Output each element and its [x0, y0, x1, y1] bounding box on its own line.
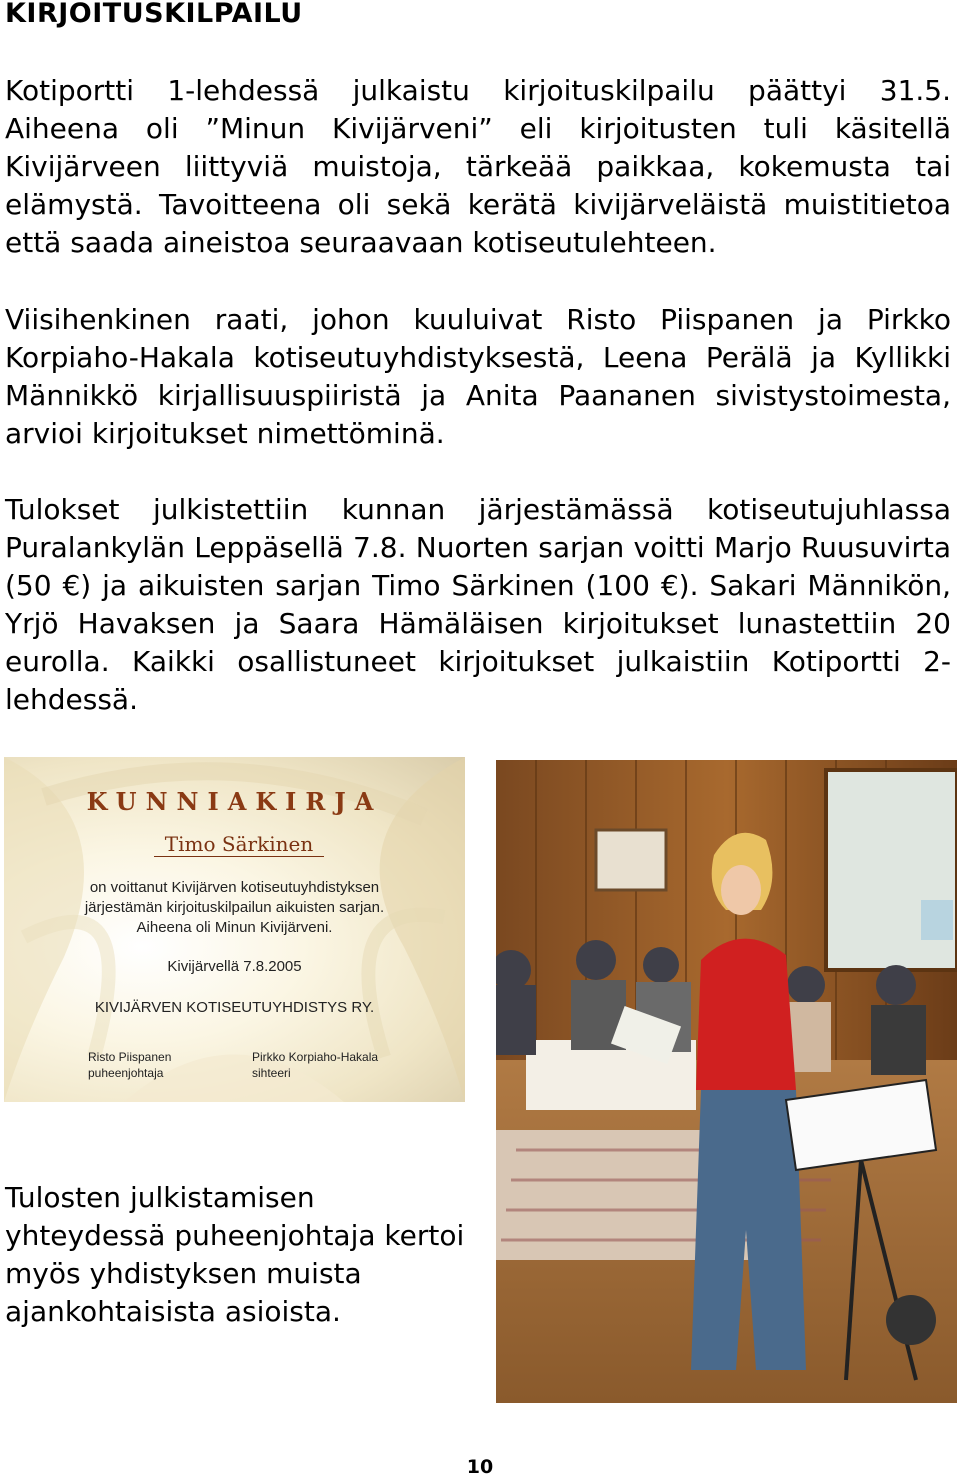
certificate-body: [4, 878, 465, 938]
article-heading: KIRJOITUSKILPAILU: [5, 0, 303, 29]
certificate-title: KUNNIAKIRJA: [86, 787, 383, 816]
photo-caption: Tulosten julkistamisen yhteydessä puheenjohtaja kertoi myös yhdistyksen muista ajankohtaisista asioista.: [5, 1181, 465, 1328]
paragraph-intro: Kotiportti 1-lehdessä julkaistu kirjoituskilpailu päättyi 31.5. Aiheena oli ”Minun Kivijärveni” eli kirjoitusten tuli käsitellä Kivijärveen liittyviä muistoja, tärkeää paikkaa, kokemusta tai elämystä. Tavoitteena oli sekä kerätä kivijärveläistä muistitietoa että saada aineistoa seuraavaan kotiseutulehteen.: [5, 74, 951, 259]
signature-name: Risto Piispanen: [88, 1050, 172, 1064]
certificate-place-date: Kivijärvellä 7.8.2005: [167, 958, 302, 975]
certificate-image: [4, 757, 465, 1102]
paragraph-jury: Viisihenkinen raati, johon kuuluivat Risto Piispanen ja Pirkko Korpiaho-Hakala kotiseutuyhdistyksestä, Leena Perälä ja Kyllikki Männikkö kirjallisuuspiiristä ja Anita Paananen sivistystoimesta, arvioi kirjoitukset nimettöminä.: [5, 303, 951, 450]
certificate-recipient: Timo Särkinen: [154, 832, 324, 857]
certificate-body-line: on voittanut Kivijärven kotiseutuyhdistyksen: [89, 879, 380, 896]
page-number: 10: [466, 1456, 494, 1478]
signature-role: puheenjohtaja: [88, 1066, 164, 1080]
certificate-organization: KIVIJÄRVEN KOTISEUTUYHDISTYS RY.: [94, 999, 375, 1016]
paragraph-results: Tulokset julkistettiin kunnan järjestämässä kotiseutujuhlassa Puralankylän Leppäsellä 7.8. Nuorten sarjan voitti Marjo Ruusuvirta (50 €) ja aikuisten sarjan Timo Särkinen (100 €). Sakari Männikön, Yrjö Havaksen ja Saara Hämäläisen kirjoitukset lunastettiin 20 eurolla. Kaikki osallistuneet kirjoitukset julkaistiin Kotiportti 2-lehdessä.: [5, 493, 951, 716]
signature-name: Pirkko Korpiaho-Hakala: [252, 1050, 379, 1064]
certificate-body-line: järjestämän kirjoituskilpailun aikuisten sarjan.: [84, 899, 385, 916]
certificate-body-line: Aiheena oli Minun Kivijärveni.: [136, 919, 333, 936]
signature-secretary: [252, 1049, 378, 1081]
signature-chairman: [88, 1049, 171, 1081]
signature-role: sihteeri: [252, 1066, 291, 1080]
photo-illustration: [496, 760, 957, 1403]
event-photo: [496, 760, 957, 1403]
